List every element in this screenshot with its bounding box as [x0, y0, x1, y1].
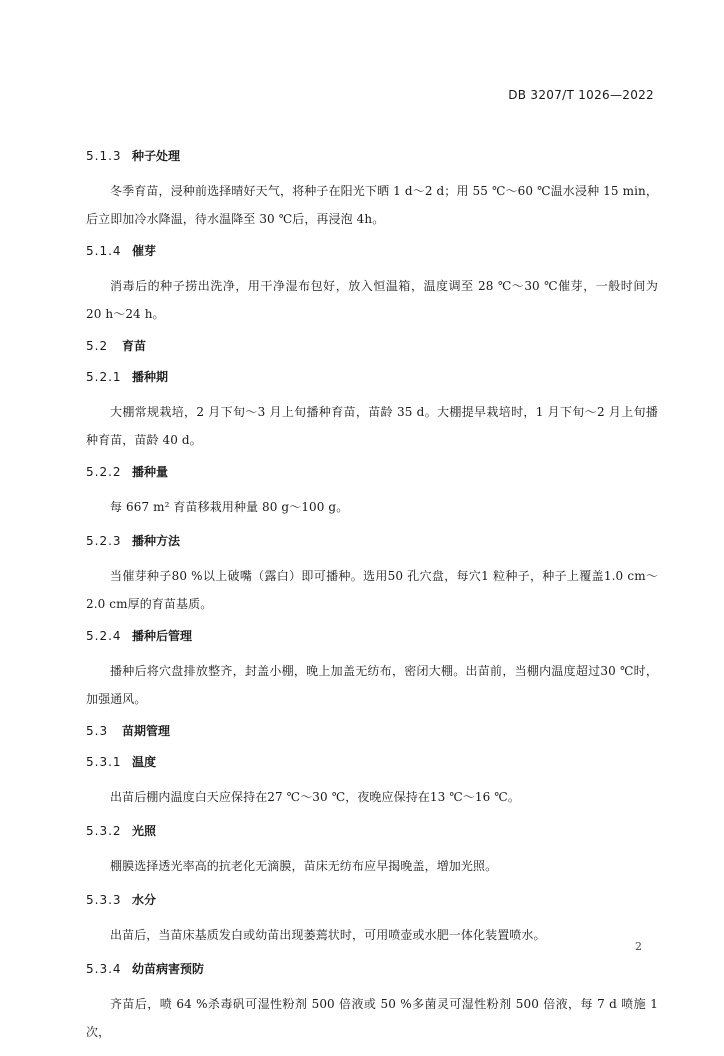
section-number: 5.2.3: [86, 534, 122, 548]
section-heading-5-2-2: [86, 462, 658, 482]
section-title: 育苗: [122, 339, 147, 353]
section-title: 催芽: [132, 244, 157, 258]
document-body: [86, 146, 658, 1056]
paragraph-5-2-3: 当催芽种子80 %以上破嘴（露白）即可播种。选用50 孔穴盘，每穴1 粒种子，种子上覆盖1.0 cm～2.0 cm厚的育苗基质。: [86, 569, 658, 611]
section-number: 5.3.4: [86, 962, 122, 976]
section-number: 5.3.1: [86, 755, 122, 769]
paragraph-5-1-4: 消毒后的种子捞出洗净，用干净湿布包好，放入恒温箱，温度调至 28 ℃～30 ℃催芽，一般时间为 20 h～24 h。: [86, 279, 658, 321]
section-title: 水分: [132, 893, 157, 907]
section-heading-5-2: [86, 336, 658, 356]
paragraph-5-3-3: 出苗后，当苗床基质发白或幼苗出现萎蔫状时，可用喷壶或水肥一体化装置喷水。: [110, 928, 546, 942]
paragraph-5-2-1: 大棚常规栽培，2 月下旬～3 月上旬播种育苗，苗龄 35 d。大棚提早栽培时，1 月下旬～2 月上旬播种育苗，苗龄 40 d。: [86, 405, 658, 447]
page-number: 2: [635, 940, 642, 953]
section-number: 5.1.4: [86, 244, 122, 258]
section-heading-5-1-4: [86, 241, 658, 261]
paragraph-5-2-4: 播种后将穴盘排放整齐，封盖小棚，晚上加盖无纺布，密闭大棚。出苗前，当棚内温度超过30 ℃时，加强通风。: [86, 664, 658, 706]
section-title: 温度: [132, 755, 157, 769]
section-number: 5.2.4: [86, 629, 122, 643]
section-heading-5-3: [86, 721, 658, 741]
section-heading-5-3-1: [86, 752, 658, 772]
section-heading-5-2-4: [86, 626, 658, 646]
section-heading-5-3-2: [86, 821, 658, 841]
section-number: 5.1.3: [86, 149, 122, 163]
section-number: 5.3.3: [86, 893, 122, 907]
section-number: 5.2.1: [86, 370, 122, 384]
section-title: 种子处理: [132, 149, 181, 163]
document-code: DB 3207/T 1026—2022: [508, 88, 654, 102]
section-heading-5-3-4: [86, 959, 658, 979]
paragraph-5-3-2: 棚膜选择透光率高的抗老化无滴膜，苗床无纺布应早揭晚盖，增加光照。: [110, 859, 498, 873]
paragraph-5-3-4: 齐苗后，喷 64 %杀毒矾可湿性粉剂 500 倍液或 50 %多菌灵可湿性粉剂 500 倍液，每 7 d 喷施 1 次，: [86, 997, 658, 1039]
section-number: 5.2: [86, 339, 109, 353]
paragraph-5-1-3: 冬季育苗，浸种前选择晴好天气，将种子在阳光下晒 1 d～2 d；用 55 ℃～60 ℃温水浸种 15 min，后立即加冷水降温，待水温降至 30 ℃后，再浸泡 4h。: [86, 184, 658, 226]
section-title: 播种量: [132, 465, 169, 479]
paragraph-5-2-2: 每 667 m² 育苗移栽用种量 80 g～100 g。: [110, 500, 349, 514]
section-title: 苗期管理: [122, 724, 171, 738]
section-title: 播种后管理: [132, 629, 193, 643]
section-number: 5.2.2: [86, 465, 122, 479]
section-heading-5-2-1: [86, 367, 658, 387]
section-title: 播种期: [132, 370, 169, 384]
section-heading-5-1-3: [86, 146, 658, 166]
section-title: 幼苗病害预防: [132, 962, 205, 976]
section-heading-5-3-3: [86, 890, 658, 910]
paragraph-5-3-1: 出苗后棚内温度白天应保持在27 ℃～30 ℃，夜晚应保持在13 ℃～16 ℃。: [110, 790, 520, 804]
section-number: 5.3: [86, 724, 109, 738]
section-number: 5.3.2: [86, 824, 122, 838]
section-heading-5-2-3: [86, 531, 658, 551]
section-title: 播种方法: [132, 534, 181, 548]
section-title: 光照: [132, 824, 157, 838]
